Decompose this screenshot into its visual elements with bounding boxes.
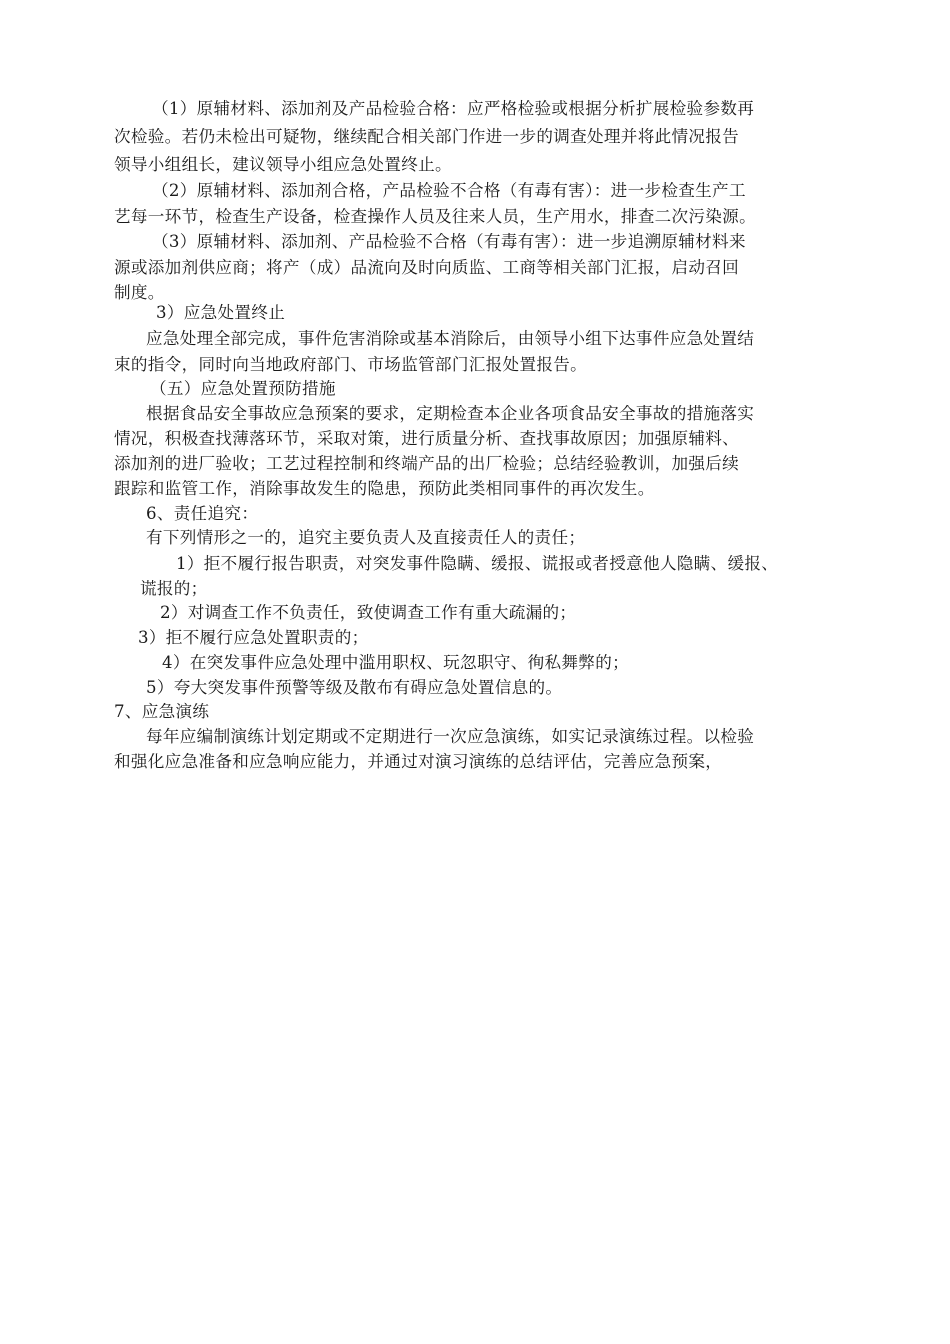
text-line: 添加剂的进厂验收；工艺过程控制和终端产品的出厂检验；总结经验教训，加强后续	[114, 454, 740, 473]
text-line: （1）原辅材料、添加剂及产品检验合格：应严格检验或根据分析扩展检验参数再	[152, 99, 755, 118]
text-line: （3）原辅材料、添加剂、产品检验不合格（有毒有害）：进一步追溯原辅材料来	[152, 232, 746, 251]
text-line: 艺每一环节，检查生产设备，检查操作人员及往来人员，生产用水，排查二次污染源。	[114, 207, 756, 226]
list-item: 2）对调查工作不负责任，致使调查工作有重大疏漏的；	[160, 603, 577, 622]
section-heading: 7、应急演练	[114, 702, 210, 721]
text-line: 次检验。若仍未检出可疑物，继续配合相关部门作进一步的调查处理并将此情况报告	[114, 127, 740, 146]
text-line: 每年应编制演练计划定期或不定期进行一次应急演练，如实记录演练过程。以检验	[146, 727, 755, 746]
section-heading: （五）应急处置预防措施	[150, 379, 336, 398]
list-item: 4）在突发事件应急处理中滥用职权、玩忽职守、徇私舞弊的；	[162, 653, 629, 672]
text-line: 和强化应急准备和应急响应能力，并通过对演习演练的总结评估，完善应急预案，	[114, 752, 723, 771]
text-line: 源或添加剂供应商；将产（成）品流向及时向质监、工商等相关部门汇报，启动召回	[114, 258, 740, 277]
text-line: 束的指令，同时向当地政府部门、市场监管部门汇报处置报告。	[114, 355, 588, 374]
list-item: 1）拒不履行报告职责，对突发事件隐瞒、缓报、谎报或者授意他人隐瞒、缓报、	[176, 554, 779, 573]
text-line: 领导小组组长，建议领导小组应急处置终止。	[114, 155, 452, 174]
section-heading: 6、责任追究：	[146, 504, 259, 523]
section-heading: 3）应急处置终止	[156, 303, 286, 322]
text-line: 有下列情形之一的，追究主要负责人及直接责任人的责任；	[146, 528, 586, 547]
text-line: 应急处理全部完成，事件危害消除或基本消除后，由领导小组下达事件应急处置结	[146, 329, 755, 348]
text-line: 制度。	[114, 283, 165, 302]
text-line: 情况，积极查找薄落环节，采取对策，进行质量分析、查找事故原因；加强原辅料、	[114, 429, 740, 448]
list-item: 3）拒不履行应急处置职责的；	[138, 628, 369, 647]
text-line: （2）原辅材料、添加剂合格，产品检验不合格（有毒有害）：进一步检查生产工	[152, 181, 746, 200]
text-line: 根据食品安全事故应急预案的要求，定期检查本企业各项食品安全事故的措施落实	[146, 404, 755, 423]
text-line: 谎报的；	[140, 579, 208, 598]
list-item: 5）夸大突发事件预警等级及散布有碍应急处置信息的。	[146, 678, 563, 697]
text-line: 跟踪和监管工作，消除事故发生的隐患，预防此类相同事件的再次发生。	[114, 479, 655, 498]
